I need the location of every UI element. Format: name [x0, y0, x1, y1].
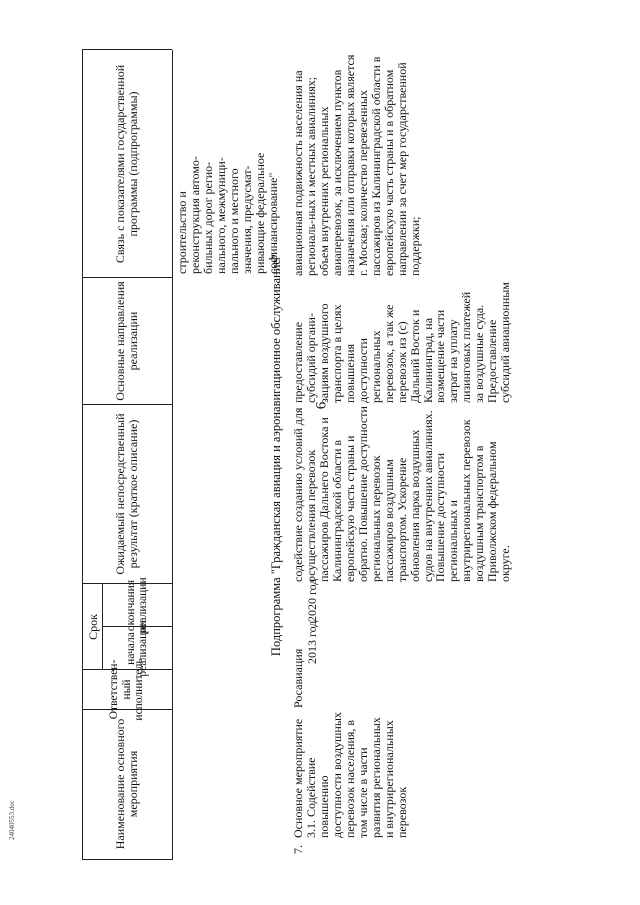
row-index: 7.: [291, 845, 305, 854]
header-bottom-border: [172, 50, 173, 860]
table-top-border: [82, 50, 83, 860]
row-activity-name: Основное мероприятие 3.1. Содействие повышению доступности воздушных перевозок населения, в том числе в части развития региональных и внутрирегиональных перевозок: [291, 712, 409, 838]
header-srok: Срок: [85, 614, 100, 640]
row-directions: предоставление субсидий органи-зациям воздушного транспорта в целях повышения доступности региональных перевозок, а так же перевозок из (с) Дальний Восток и Калининград, на возмещение части затрат на уплату лизинговых платежей за воздушные суда. Предоставление субсидий авиационным: [291, 282, 513, 403]
header-activity-name: Наименование основного мероприятия: [113, 718, 140, 850]
col-divider-6: [82, 277, 172, 278]
header-expected-result: Ожидаемый непосредственный результат (краткое описание): [113, 413, 140, 575]
page-number: 6: [313, 401, 330, 410]
continuation-indicators-text: строительство и реконструкция автомо-бильных дорог регио-нального, межмуници-пального и местного значения, предусмат-ривающие федеральное софинансирование": [175, 152, 280, 274]
col-divider-5: [82, 404, 172, 405]
row-expected-result: содействие созданию условий для осуществления перевозок пассажиров Дальнего Востока и Калининградской области в европейскую часть страны и обратно. Повышение доступности региональных перевозок пассажиров воздушным транспортом. Ускорение обновления парка воздушных судов на внутренних авиалиниях. Повышение доступности региональных и внутрирегиональных перевозок воздушным транспортом в Приволжском федеральном округе.: [291, 406, 513, 582]
subprogram-title: Подпрограмма "Гражданская авиация и аэронавигационное обслуживание": [269, 253, 283, 657]
header-srok-start: начала реализации: [124, 620, 149, 677]
row-start-year: 2013 год: [305, 620, 319, 664]
header-executor: Ответствен-ный исполнитель: [108, 658, 146, 721]
row-executor: Росавиация: [291, 648, 305, 708]
row-indicators: авиационная подвижность населения на региональ-ных и местных авиалиниях; объем внутренних региональных авиаперевозок, за исключением пунктов назначения или отправки которых является г. Москва; количество перевезенных пассажиров из Калининградской области в европейскую часть страны и в обратном направлении за счет мер государственной поддержки;: [291, 54, 422, 276]
header-directions: Основные направления реализации: [113, 281, 140, 401]
header-srok-end: окончания реализации: [124, 577, 149, 634]
table-right-border: [82, 49, 172, 50]
footer-document-code: 24040553.doc: [8, 800, 16, 840]
table-left-border: [82, 859, 172, 860]
rotated-table-sheet: [80, 50, 640, 860]
header-indicators: Связь с показателями государственной программы (подпрограммы): [113, 64, 140, 264]
row-end-year: 2020 год: [305, 578, 319, 622]
srok-subheader-divider: [102, 584, 103, 670]
